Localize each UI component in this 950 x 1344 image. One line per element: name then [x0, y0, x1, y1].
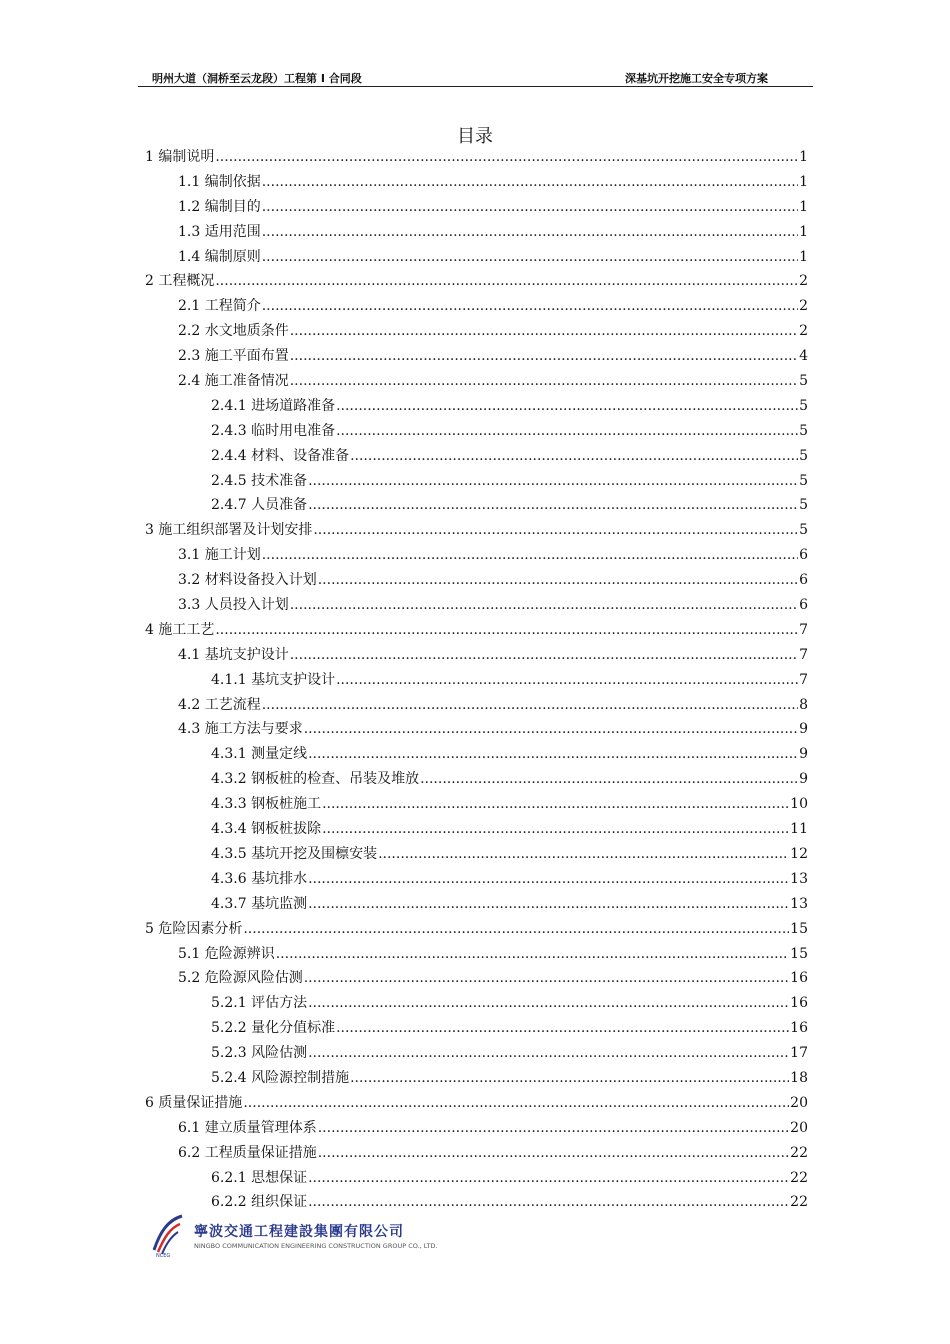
- toc-entry-page: 22: [790, 1169, 808, 1186]
- toc-entry[interactable]: [145, 792, 808, 817]
- toc-leader-dots: [313, 518, 798, 543]
- toc-entry[interactable]: [145, 643, 808, 668]
- header-document-title: 深基坑开挖施工安全专项方案: [625, 72, 768, 85]
- toc-entry-title: 3 施工组织部署及计划安排: [145, 522, 313, 539]
- header-project-name: 明州大道（洞桥至云龙段）工程第 I 合同段: [152, 72, 362, 85]
- toc-entry[interactable]: [145, 269, 808, 294]
- toc-entry-page: 15: [790, 920, 808, 937]
- toc-entry-page: 16: [790, 970, 808, 987]
- toc-entry-title: 6.2.1 思想保证: [211, 1169, 308, 1186]
- page-header: [138, 66, 813, 87]
- toc-entry-title: 1 编制说明: [145, 149, 215, 165]
- toc-leader-dots: [336, 668, 798, 693]
- toc-entry[interactable]: [145, 1141, 808, 1166]
- toc-leader-dots: [304, 717, 798, 742]
- toc-entry-page: 5: [799, 373, 808, 390]
- table-of-contents: [145, 145, 808, 1215]
- toc-entry[interactable]: [145, 817, 808, 842]
- toc-entry[interactable]: [145, 1091, 808, 1116]
- toc-leader-dots: [350, 1066, 789, 1091]
- toc-entry-title: 2.4.4 材料、设备准备: [211, 447, 350, 464]
- toc-entry-title: 1.1 编制依据: [178, 173, 261, 190]
- toc-entry-title: 2.4.7 人员准备: [211, 497, 308, 514]
- toc-leader-dots: [336, 1016, 789, 1041]
- toc-entry-title: 6.2.2 组织保证: [211, 1194, 308, 1211]
- toc-leader-dots: [318, 1116, 789, 1141]
- toc-entry-page: 2: [799, 273, 808, 290]
- toc-leader-dots: [308, 493, 798, 518]
- toc-entry[interactable]: [145, 942, 808, 967]
- toc-entry-title: 4.2 工艺流程: [178, 696, 261, 713]
- toc-entry-page: 5: [799, 472, 808, 489]
- toc-entry-title: 3.3 人员投入计划: [178, 597, 289, 614]
- toc-entry[interactable]: [145, 294, 808, 319]
- toc-entry-page: 11: [790, 821, 808, 838]
- toc-leader-dots: [262, 245, 798, 270]
- toc-entry-title: 4.3.2 钢板桩的检查、吊装及堆放: [211, 771, 420, 788]
- toc-entry-title: 5.1 危险源辨识: [178, 945, 275, 962]
- toc-entry-page: 6: [799, 572, 808, 589]
- toc-entry[interactable]: [145, 966, 808, 991]
- toc-entry-page: 16: [790, 1020, 808, 1037]
- toc-entry-page: 1: [799, 223, 808, 240]
- toc-entry[interactable]: [145, 518, 808, 543]
- toc-entry-title: 1.2 编制目的: [178, 198, 261, 215]
- company-name: 寧波交通工程建設集團有限公司: [194, 1224, 404, 1240]
- toc-entry[interactable]: [145, 693, 808, 718]
- toc-entry-page: 5: [799, 522, 808, 539]
- toc-leader-dots: [336, 394, 798, 419]
- toc-leader-dots: [322, 817, 789, 842]
- toc-entry-page: 2: [799, 298, 808, 315]
- toc-entry-title: 1.3 适用范围: [178, 223, 261, 240]
- toc-entry-title: 5.2.2 量化分值标准: [211, 1020, 336, 1037]
- toc-entry[interactable]: [145, 1066, 808, 1091]
- toc-leader-dots: [308, 1166, 789, 1191]
- toc-leader-dots: [215, 269, 798, 294]
- toc-leader-dots: [420, 767, 798, 792]
- toc-leader-dots: [318, 568, 798, 593]
- toc-entry-title: 4.3.3 钢板桩施工: [211, 796, 322, 813]
- toc-entry-page: 18: [790, 1069, 808, 1086]
- toc-leader-dots: [262, 220, 798, 245]
- toc-leader-dots: [243, 1091, 789, 1116]
- toc-entry-title: 5 危险因素分析: [145, 920, 243, 937]
- toc-entry[interactable]: [145, 245, 808, 270]
- toc-entry-page: 2: [799, 323, 808, 340]
- toc-entry-page: 9: [799, 746, 808, 763]
- toc-leader-dots: [308, 742, 798, 767]
- toc-entry[interactable]: [145, 1041, 808, 1066]
- toc-entry-title: 6 质量保证措施: [145, 1094, 243, 1111]
- toc-leader-dots: [290, 643, 798, 668]
- toc-entry-title: 6.1 建立质量管理体系: [178, 1119, 317, 1136]
- toc-entry-page: 12: [790, 845, 808, 862]
- toc-entry-page: 1: [799, 173, 808, 190]
- logo-abbrev: NCEG: [156, 1253, 171, 1258]
- toc-entry-page: 5: [799, 397, 808, 414]
- toc-entry-title: 6.2 工程质量保证措施: [178, 1144, 317, 1161]
- toc-entry[interactable]: [145, 767, 808, 792]
- toc-entry-title: 4.3 施工方法与要求: [178, 721, 303, 738]
- toc-entry[interactable]: [145, 1016, 808, 1041]
- toc-entry-page: 13: [790, 895, 808, 912]
- toc-entry[interactable]: [145, 344, 808, 369]
- toc-entry[interactable]: [145, 1116, 808, 1141]
- toc-leader-dots: [308, 892, 789, 917]
- toc-entry-page: 1: [799, 198, 808, 215]
- toc-entry[interactable]: [145, 493, 808, 518]
- toc-entry[interactable]: [145, 668, 808, 693]
- toc-entry-title: 4 施工工艺: [145, 621, 215, 638]
- toc-entry-page: 1: [799, 149, 808, 165]
- toc-entry-title: 4.1 基坑支护设计: [178, 646, 289, 663]
- toc-leader-dots: [290, 344, 798, 369]
- toc-leader-dots: [308, 1041, 789, 1066]
- toc-entry-page: 6: [799, 597, 808, 614]
- toc-leader-dots: [290, 369, 798, 394]
- toc-entry[interactable]: [145, 319, 808, 344]
- toc-entry-title: 5.2.1 评估方法: [211, 995, 308, 1012]
- toc-entry-page: 9: [799, 771, 808, 788]
- company-logo-icon: [150, 1212, 186, 1258]
- toc-leader-dots: [262, 195, 798, 220]
- toc-entry-title: 5.2 危险源风险估测: [178, 970, 303, 987]
- toc-entry[interactable]: [145, 917, 808, 942]
- toc-entry-page: 7: [799, 646, 808, 663]
- toc-entry-title: 5.2.3 风险估测: [211, 1045, 308, 1062]
- company-footer: [150, 1212, 438, 1262]
- toc-entry[interactable]: [145, 195, 808, 220]
- toc-entry-title: 2.4.5 技术准备: [211, 472, 308, 489]
- toc-entry-title: 4.3.7 基坑监测: [211, 895, 308, 912]
- toc-entry-title: 2 工程概况: [145, 273, 215, 290]
- company-name-en: NINGBO COMMUNICATION ENGINEERING CONSTRUCTION GROUP CO., LTD.: [194, 1242, 438, 1250]
- toc-entry-title: 4.3.4 钢板桩拔除: [211, 821, 322, 838]
- toc-leader-dots: [243, 917, 789, 942]
- toc-leader-dots: [215, 618, 798, 643]
- toc-entry-page: 1: [799, 248, 808, 265]
- toc-entry[interactable]: [145, 419, 808, 444]
- toc-leader-dots: [378, 842, 789, 867]
- toc-entry-page: 13: [790, 870, 808, 887]
- toc-entry-page: 5: [799, 422, 808, 439]
- toc-entry[interactable]: [145, 991, 808, 1016]
- toc-leader-dots: [308, 469, 798, 494]
- toc-entry[interactable]: [145, 543, 808, 568]
- toc-leader-dots: [262, 543, 798, 568]
- toc-leader-dots: [262, 693, 798, 718]
- toc-leader-dots: [262, 170, 798, 195]
- toc-leader-dots: [322, 792, 789, 817]
- toc-entry-title: 2.1 工程简介: [178, 298, 261, 315]
- toc-entry-title: 1.4 编制原则: [178, 248, 261, 265]
- toc-leader-dots: [308, 867, 789, 892]
- toc-entry[interactable]: [145, 220, 808, 245]
- toc-leader-dots: [350, 444, 798, 469]
- toc-entry[interactable]: [145, 593, 808, 618]
- toc-leader-dots: [336, 419, 798, 444]
- toc-entry-title: 2.4 施工准备情况: [178, 373, 289, 390]
- toc-leader-dots: [290, 593, 798, 618]
- toc-entry-page: 7: [799, 621, 808, 638]
- toc-entry-title: 5.2.4 风险源控制措施: [211, 1069, 350, 1086]
- toc-entry-page: 6: [799, 547, 808, 564]
- toc-entry-page: 10: [790, 796, 808, 813]
- toc-entry-page: 16: [790, 995, 808, 1012]
- toc-leader-dots: [304, 966, 789, 991]
- toc-entry-title: 2.2 水文地质条件: [178, 323, 289, 340]
- toc-entry[interactable]: [145, 717, 808, 742]
- toc-entry-page: 8: [799, 696, 808, 713]
- toc-title: 目录: [457, 126, 493, 147]
- toc-entry-page: 15: [790, 945, 808, 962]
- toc-entry[interactable]: [145, 618, 808, 643]
- toc-entry[interactable]: [145, 369, 808, 394]
- toc-entry-title: 3.2 材料设备投入计划: [178, 572, 317, 589]
- toc-leader-dots: [290, 319, 798, 344]
- toc-entry[interactable]: [145, 867, 808, 892]
- toc-entry-title: 2.4.3 临时用电准备: [211, 422, 336, 439]
- toc-entry[interactable]: [145, 145, 808, 170]
- toc-entry-page: 5: [799, 497, 808, 514]
- toc-entry[interactable]: [145, 892, 808, 917]
- toc-entry-page: 22: [790, 1194, 808, 1211]
- toc-entry-page: 7: [799, 671, 808, 688]
- toc-entry-page: 5: [799, 447, 808, 464]
- toc-entry[interactable]: [145, 742, 808, 767]
- toc-entry[interactable]: [145, 394, 808, 419]
- toc-entry[interactable]: [145, 842, 808, 867]
- toc-entry[interactable]: [145, 170, 808, 195]
- toc-entry[interactable]: [145, 1166, 808, 1191]
- toc-entry[interactable]: [145, 469, 808, 494]
- toc-entry-page: 20: [790, 1119, 808, 1136]
- toc-entry[interactable]: [145, 568, 808, 593]
- toc-entry-page: 22: [790, 1144, 808, 1161]
- toc-leader-dots: [262, 294, 798, 319]
- toc-entry-title: 4.3.1 测量定线: [211, 746, 308, 763]
- toc-entry-title: 4.1.1 基坑支护设计: [211, 671, 336, 688]
- toc-entry-title: 3.1 施工计划: [178, 547, 261, 564]
- toc-entry-title: 2.3 施工平面布置: [178, 348, 289, 365]
- toc-leader-dots: [318, 1141, 789, 1166]
- toc-leader-dots: [215, 145, 798, 170]
- toc-entry-page: 17: [790, 1045, 808, 1062]
- toc-entry-page: 4: [799, 348, 808, 365]
- toc-entry-page: 20: [790, 1094, 808, 1111]
- toc-entry-title: 4.3.5 基坑开挖及围檩安装: [211, 845, 378, 862]
- toc-leader-dots: [276, 942, 789, 967]
- toc-entry-title: 4.3.6 基坑排水: [211, 870, 308, 887]
- toc-leader-dots: [308, 991, 789, 1016]
- toc-entry[interactable]: [145, 444, 808, 469]
- toc-entry-title: 2.4.1 进场道路准备: [211, 397, 336, 414]
- toc-entry-page: 9: [799, 721, 808, 738]
